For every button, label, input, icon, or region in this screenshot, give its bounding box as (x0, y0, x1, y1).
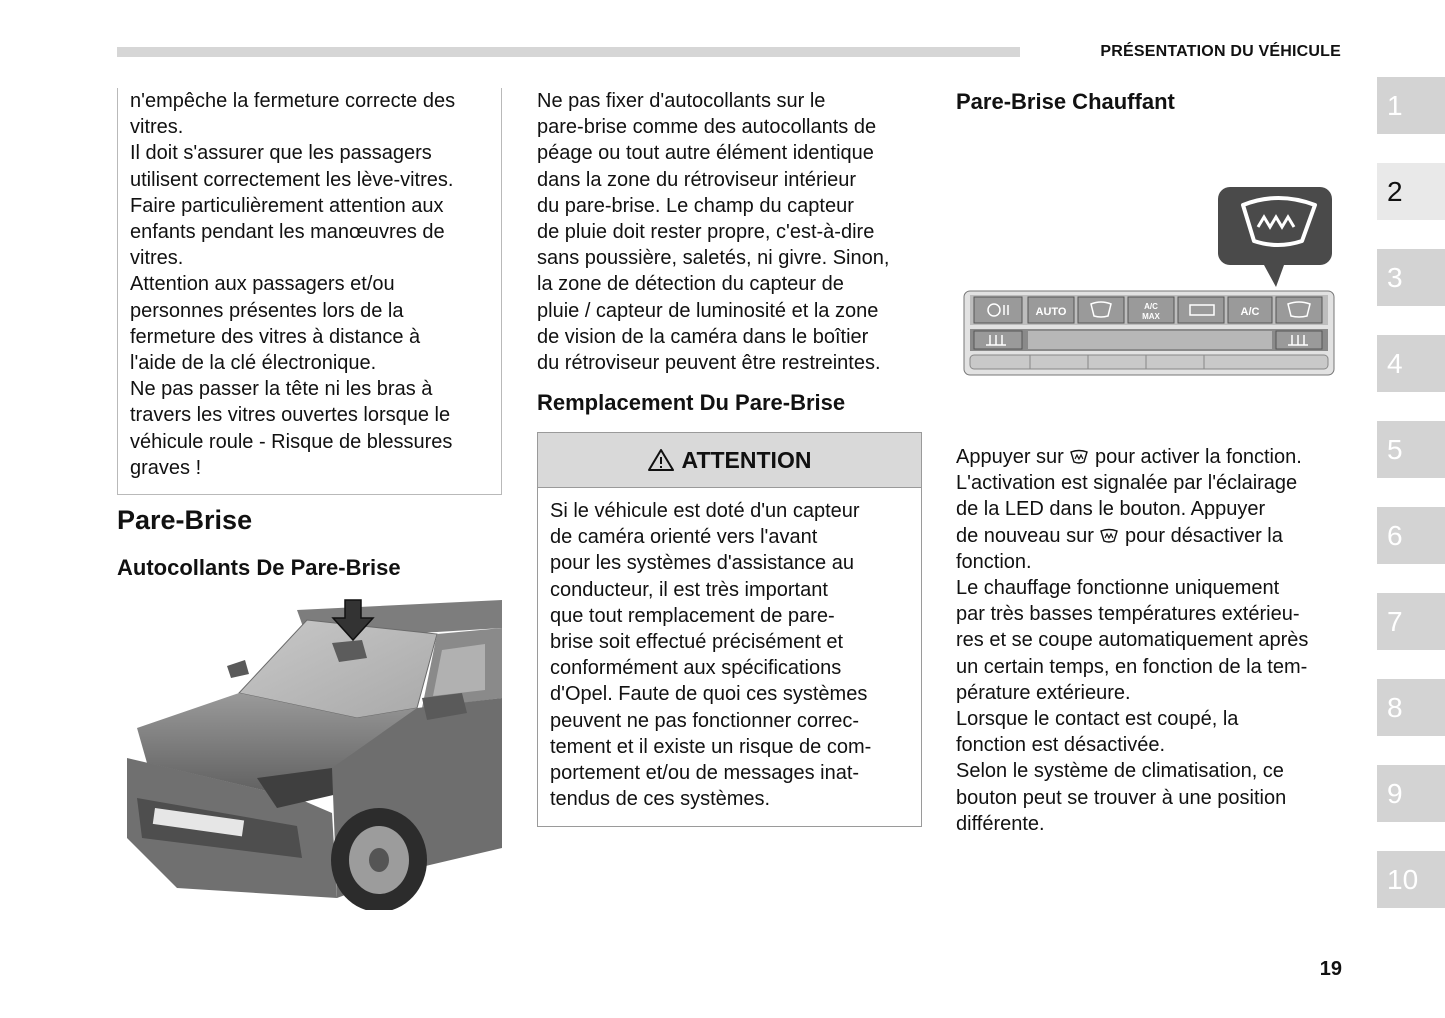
text-line: d'Opel. Faute de quoi ces systèmes (550, 683, 868, 706)
text-line: tendus de ces systèmes. (550, 788, 771, 811)
section-heading: Pare-Brise (117, 505, 253, 535)
text-line: différente. (956, 812, 1045, 835)
chapter-tab-3[interactable]: 3 (1377, 249, 1445, 306)
subheading-stickers: Autocollants De Pare-Brise (117, 555, 401, 580)
stickers-paragraph (537, 88, 929, 376)
header-rule (117, 47, 1020, 57)
text-line (956, 523, 1346, 549)
text-fragment: de nouveau sur (956, 524, 1094, 547)
text-line: Lorsque le contact est coupé, la (956, 708, 1239, 731)
text-line: travers les vitres ouvertes lorsque le (130, 404, 451, 427)
text-line: Si le véhicule est doté d'un capteur (550, 500, 860, 522)
text-line: un certain temps, en fonction de la tem- (956, 655, 1308, 678)
section-title: PRÉSENTATION DU VÉHICULE (1100, 43, 1341, 60)
text-line: la zone de détection du capteur de (537, 273, 844, 296)
text-line: fonction. (956, 550, 1032, 573)
text-line: du pare-brise. Le champ du capteur (537, 194, 854, 217)
ac-max-label-bottom: MAX (1142, 312, 1160, 321)
text-line: graves ! (130, 456, 202, 479)
text-line: de caméra orienté vers l'avant (550, 526, 818, 549)
text-line: Faire particulièrement attention aux (130, 194, 444, 217)
text-line: Ne pas fixer d'autocollants sur le (537, 90, 826, 112)
chapter-tab-9[interactable]: 9 (1377, 765, 1445, 822)
chapter-tab-6[interactable]: 6 (1377, 507, 1445, 564)
attention-box (537, 432, 922, 827)
text-line: Il doit s'assurer que les passagers (130, 142, 432, 165)
text-fragment: pour désactiver la (1125, 524, 1283, 547)
text-line: tement et il existe un risque de com- (550, 735, 872, 758)
text-line: brise soit effectué précisément et (550, 631, 844, 654)
text-line: pour les systèmes d'assistance au (550, 552, 854, 575)
text-line: conformément aux spécifications (550, 657, 842, 680)
text-line: vitres. (130, 116, 184, 139)
text-line: de pluie doit rester propre, c'est-à-dire (537, 221, 875, 244)
text-line: L'activation est signalée par l'éclairage (956, 472, 1298, 495)
text-line: pare-brise comme des autocollants de (537, 116, 877, 139)
text-line: peuvent ne pas fonctionner correc- (550, 709, 860, 732)
text-line: bouton peut se trouver à une position (956, 786, 1287, 809)
text-line: Ne pas passer la tête ni les bras à (130, 378, 433, 401)
chapter-tab-4[interactable]: 4 (1377, 335, 1445, 392)
text-line: portement et/ou de messages inat- (550, 762, 860, 785)
warning-triangle-icon (648, 448, 674, 472)
text-line: fermeture des vitres à distance à (130, 325, 421, 348)
chapter-tab-8[interactable]: 8 (1377, 679, 1445, 736)
chapter-tab-1[interactable]: 1 (1377, 77, 1445, 134)
text-line: péage ou tout autre élément identique (537, 142, 874, 165)
text-line: de vision de la caméra dans le boîtier (537, 325, 869, 348)
text-line: l'aide de la clé électronique. (130, 352, 377, 375)
chapter-tab-7[interactable]: 7 (1377, 593, 1445, 650)
heated-windshield-icon (1069, 449, 1089, 465)
page-number: 19 (1319, 958, 1342, 980)
ac-label: A/C (1240, 306, 1260, 318)
text-line: n'empêche la fermeture correcte des (130, 90, 456, 112)
warning-continuation-box (117, 88, 502, 495)
text-fragment: pour activer la fonction. (1094, 446, 1302, 468)
text-line: du rétroviseur peuvent être restreintes. (537, 352, 881, 375)
climate-control-panel-illustration (960, 183, 1338, 383)
subheading-heated-windshield: Pare-Brise Chauffant (956, 89, 1175, 114)
text-line: sans poussière, saletés, ni givre. Sinon, (537, 247, 890, 270)
subheading-replacement: Remplacement Du Pare-Brise (537, 390, 846, 415)
text-line: personnes présentes lors de la (130, 299, 404, 322)
attention-title: ATTENTION (681, 446, 812, 473)
text-line (956, 444, 1346, 470)
text-line: par très basses températures extérieu- (956, 603, 1300, 626)
text-line: de la LED dans le bouton. Appuyer (956, 498, 1266, 521)
chapter-tab-5[interactable]: 5 (1377, 421, 1445, 478)
text-fragment: Appuyer sur (956, 446, 1064, 468)
text-line: pérature extérieure. (956, 681, 1131, 704)
text-line: pluie / capteur de luminosité et la zone (537, 299, 879, 322)
chapter-tab-10[interactable]: 10 (1377, 851, 1445, 908)
car-windshield-illustration (117, 598, 502, 910)
attention-header (538, 433, 921, 488)
auto-label: AUTO (1035, 306, 1067, 318)
attention-text (538, 488, 921, 812)
text-line: véhicule roule - Risque de blessures (130, 430, 453, 453)
text-line: fonction est désactivée. (956, 734, 1166, 757)
text-line: utilisent correctement les lève-vitres. (130, 168, 454, 191)
text-line: dans la zone du rétroviseur intérieur (537, 168, 857, 191)
heated-windshield-icon (1099, 528, 1119, 544)
text-line: Selon le système de climatisation, ce (956, 760, 1284, 783)
heated-windshield-paragraph (956, 444, 1346, 837)
chapter-tab-2[interactable]: 2 (1377, 163, 1445, 220)
text-line: res et se coupe automatiquement après (956, 629, 1309, 652)
text-line: Attention aux passagers et/ou (130, 273, 395, 296)
text-line: que tout remplacement de pare- (550, 604, 835, 627)
text-line: conducteur, il est très important (550, 578, 828, 601)
text-line: vitres. (130, 247, 184, 270)
text-line: Le chauffage fonctionne uniquement (956, 577, 1280, 600)
text-line: enfants pendant les manœuvres de (130, 221, 445, 244)
ac-max-label-top: A/C (1144, 302, 1158, 311)
